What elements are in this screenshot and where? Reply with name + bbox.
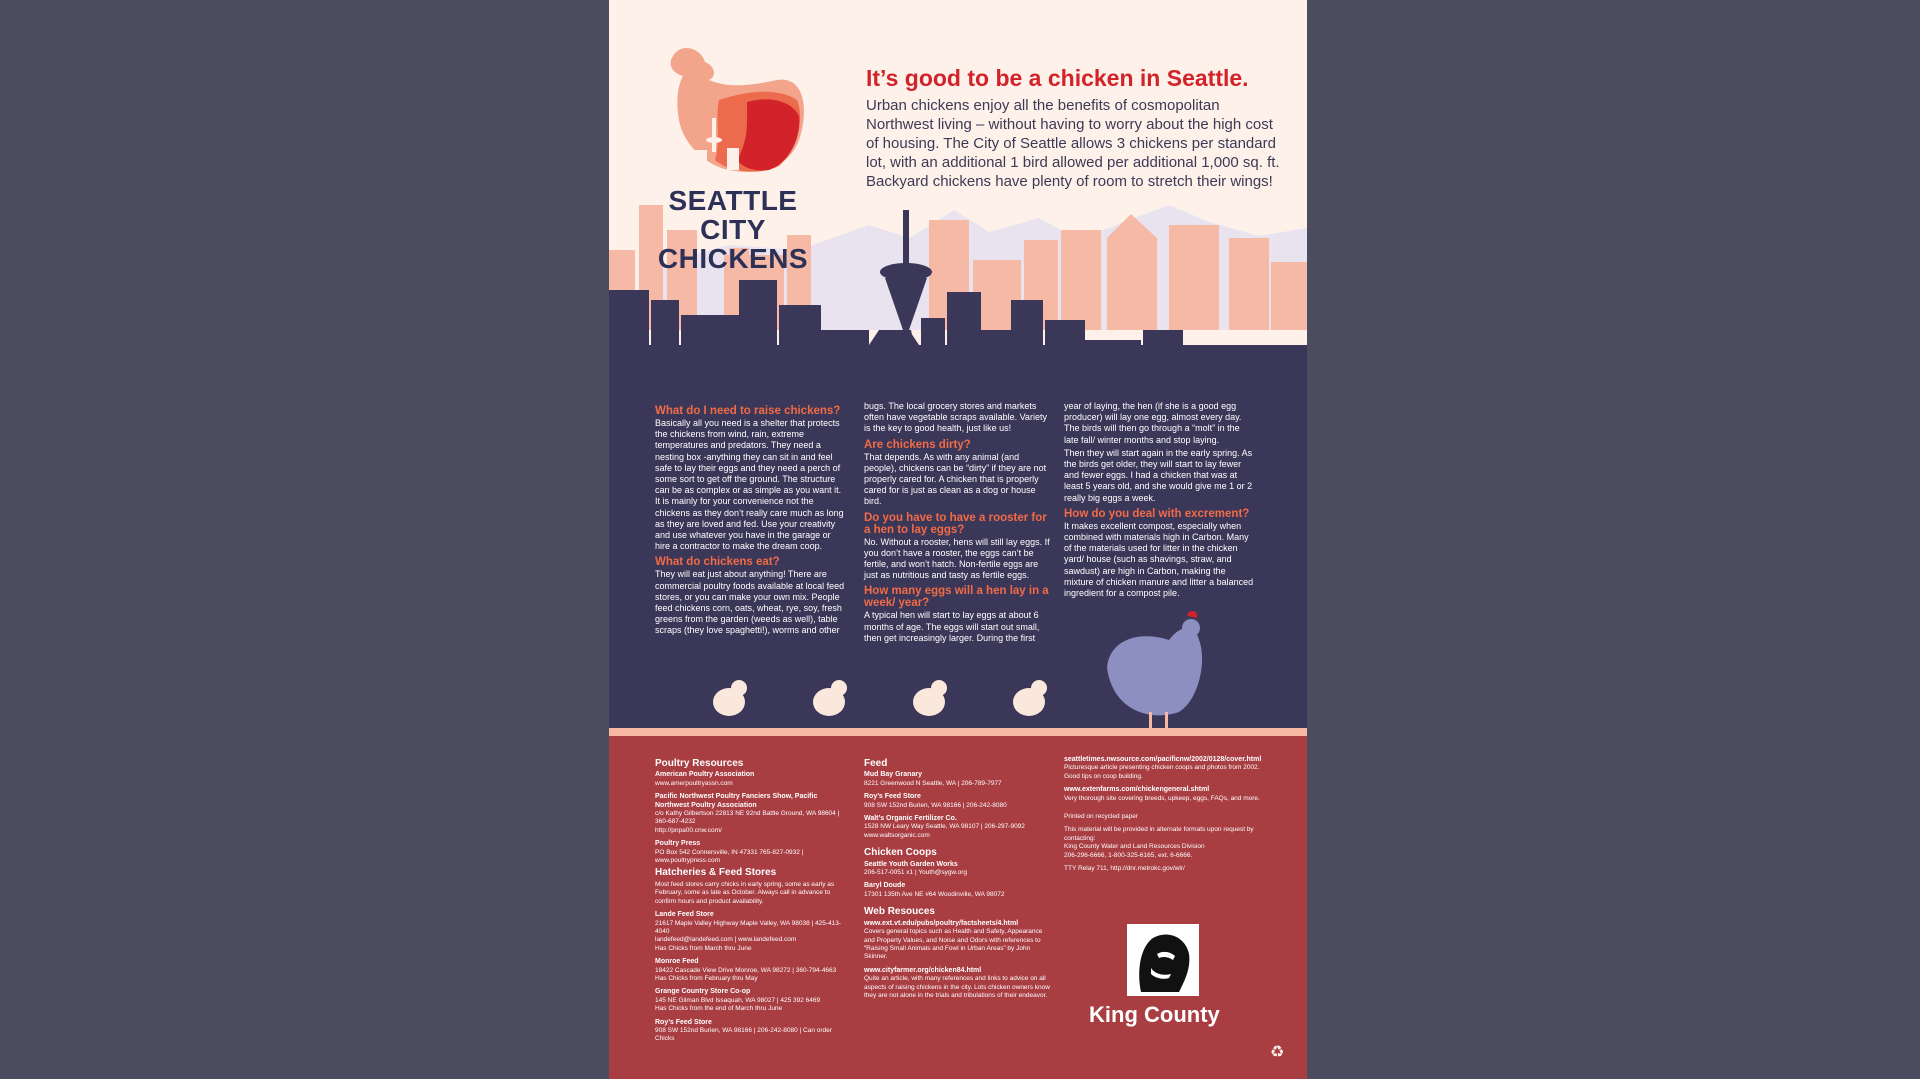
king-county-name: King County xyxy=(1089,1002,1220,1027)
poster-title: It’s good to be a chicken in Seattle. xyxy=(866,65,1249,91)
resource-name: Grange Country Store Co-op xyxy=(655,988,751,996)
resource-detail: 17301 135th Ave NE #64 Woodinville, WA 98072 xyxy=(864,890,1005,898)
faq-question: How do you deal with excrement? xyxy=(1064,507,1250,520)
seattle-chicken-logo-icon xyxy=(671,48,804,172)
resource-name: Mud Bay Granary xyxy=(864,771,922,779)
kc-department: King County Water and Land Resources Division xyxy=(1064,843,1205,851)
faq-answer: Basically all you need is a shelter that protects the chickens from wind, rain, extreme temperatures and predators. They need a nesting box -anything they can sit in and feel safe to lay their eggs and they need a perch of some sort to get off the ground. The structure can be as complex or as simple as you want it. It is mainly for your convenience not the chickens as they don’t really care much as long as they are loved and fed. Use your creativity and use whatever you have in the garage or hire a contractor to make the dream coop. xyxy=(655,418,844,552)
resource-detail: 908 SW 152nd Burien, WA 98166 | 206-242-8080 xyxy=(864,801,1007,809)
resource-link[interactable]: www.extenfarms.com/chickengeneral.shtml xyxy=(1064,786,1210,794)
resource-detail: Has Chicks from the end of March thru June xyxy=(655,1005,783,1013)
kc-tty: TTY Relay 711, http://dnr.metrokc.gov/wlr/ xyxy=(1064,865,1185,873)
faq-question: What do I need to raise chickens? xyxy=(655,405,841,417)
recycle-icon: ♻ xyxy=(1270,1044,1285,1061)
resource-name: Roy’s Feed Store xyxy=(864,793,921,801)
resource-name: Walt’s Organic Fertilizer Co. xyxy=(864,815,957,823)
faq-answer: year of laying, the hen (if she is a good egg producer) will lay one egg, almost every day. The birds will then go through a “molt” in the late fall/ winter months and stop laying. xyxy=(1064,401,1242,445)
resource-name: Roy’s Feed Store xyxy=(655,1018,712,1026)
feed-heading: Feed xyxy=(864,758,888,769)
resource-detail: 21617 Maple Valley Highway Maple Valley, WA 98038 | 425-413-4040 xyxy=(655,919,842,935)
resource-name: Lande Feed Store xyxy=(655,911,714,919)
faq-column-1 xyxy=(655,401,845,637)
resource-detail: 908 SW 152nd Burien, WA 98166 | 206-242-8080 | Can order Chicks xyxy=(655,1026,832,1043)
resources-column-2 xyxy=(864,756,1054,1000)
resource-detail: Has Chicks from February thru May xyxy=(655,974,758,982)
resource-link[interactable]: http://pnpa00.cnw.com/ xyxy=(655,826,722,834)
resource-detail: 8221 Greenwood N Seattle, WA | 206-789-7977 xyxy=(864,779,1002,787)
resource-link[interactable]: landefeed@landefeed.com | www.landefeed.com xyxy=(655,936,797,944)
brand-line-1: SEATTLE CITY xyxy=(668,185,798,245)
resource-name: Monroe Feed xyxy=(655,958,699,966)
kc-phone: 206-296-6666, 1-800-325-6165, ext. 6-6666. xyxy=(1064,851,1193,859)
faq-answer: bugs. The local grocery stores and markets often have vegetable scraps available. Variety is the key to good health, just like us! xyxy=(864,401,1047,434)
resource-detail: PO Box 542 Connersville, IN 47331 765-827-0932 | www.poultrypress.com xyxy=(655,848,804,865)
coops-heading: Chicken Coops xyxy=(864,847,937,859)
resource-name: American Poultry Association xyxy=(655,771,755,779)
resource-detail: 18422 Cascade View Drive Monroe, WA 98272 | 360-794-4663 xyxy=(655,966,837,974)
resource-name: Pacific Northwest Poultry Fanciers Show, Pacific Northwest Poultry Association xyxy=(655,793,818,809)
resources-footer xyxy=(609,736,1307,1079)
resource-link[interactable]: www.ext.vt.edu/pubs/poultry/factsheets/4.html xyxy=(864,919,1019,927)
faq-answer: That depends. As with any animal (and people), chickens can be “dirty” if they are not properly cared for. A chicken that is properly cared for is just as clean as a dog or house bird. xyxy=(864,451,1047,507)
resources-column-3 xyxy=(1064,756,1269,873)
resources-column-1 xyxy=(655,756,845,1044)
resource-detail: Has Chicks from March thru June xyxy=(655,944,752,952)
king-county-logo-icon xyxy=(1127,924,1199,996)
faq-question: Are chickens dirty? xyxy=(864,438,971,451)
resource-link[interactable]: www.waltsorganic.com xyxy=(864,831,930,839)
resource-name: Baryl Doude xyxy=(864,882,906,890)
poultry-heading: Poultry Resources xyxy=(655,758,744,769)
resource-detail: Most feed stores carry chicks in early spring, some as early as February, some as late as October. Always call in advance to confirm hours and product availability. xyxy=(655,880,835,905)
faq-answer: Then they will start again in the early spring. As the birds get older, they will start to lay fewer and fewer eggs. I had a chicken that was at least 5 years old, and she would give me 1 or 2 really big eggs a week. xyxy=(1064,447,1253,503)
web-heading: Web Resouces xyxy=(864,906,935,918)
faq-answer: They will eat just about anything! There are commercial poultry foods available at local feed stores, or you can make your own mix. People feed chickens corn, oats, wheat, rye, soy, fresh greens from the garden (weeds as well), table scraps (they love spaghetti!), worms and other xyxy=(655,569,845,636)
resource-detail: 145 NE Gilman Blvd Issaquah, WA 98027 | 425 392 6469 xyxy=(655,996,821,1004)
faq-answer: A typical hen will start to lay eggs at about 6 months of age. The eggs will start out small, then get increasingly larger. During the first xyxy=(864,610,1040,643)
faq-answer: It makes excellent compost, especially when combined with materials high in Carbon. Many of the materials used for litter in the chicken yard/ house (such as shavings, straw, and sawdust) are high in Carbon, making the mixture of chicken manure and litter a balanced ingredient for a compost pile. xyxy=(1064,520,1254,599)
recycled-note: Printed on recycled paper xyxy=(1064,813,1139,821)
resource-name: Poultry Press xyxy=(655,840,701,848)
faq-column-3 xyxy=(1064,401,1254,599)
resource-link[interactable]: seattletimes.nwsource.com/pacificnw/2002/0128/cover.html xyxy=(1064,756,1262,763)
poster xyxy=(609,0,1307,1079)
seattle-city-chickens-logo xyxy=(653,186,813,273)
resource-detail: c/o Kathy Gilbertson 22813 NE 92nd Battle Ground, WA 98604 | 360-687-4232 xyxy=(655,810,840,826)
hatcheries-heading: Hatcheries & Feed Stores xyxy=(655,867,777,879)
faq-question: Do you have to have a rooster for a hen to lay eggs? xyxy=(864,511,1047,536)
resource-link[interactable]: www.cityfarmer.org/chicken84.html xyxy=(864,966,982,974)
faq-answer: No. Without a rooster, hens will still lay eggs. If you don’t have a rooster, the eggs can’t be fertile, and won’t hatch. Non-fertile eggs are just as nutritious and tasty as fertile eggs. xyxy=(864,536,1050,581)
faq-column-2 xyxy=(864,401,1054,644)
resource-detail: Picturesque article presenting chicken coops and photos from 2002. Good tips on coop building. xyxy=(1064,764,1260,780)
poster-intro: Urban chickens enjoy all the benefits of cosmopolitan Northwest living – without having to worry about the high cost of housing. The City of Seattle allows 3 chickens per standard lot, with an additional 1 bird allowed per additional 1,000 sq. ft. Backyard chickens have plenty of room to stretch their wings! xyxy=(866,97,1280,190)
alt-format-note: This material will be provided in alternate formats upon request by contacting: xyxy=(1064,826,1254,842)
faq-question: How many eggs will a hen lay in a week/ year? xyxy=(864,585,1049,610)
resource-link[interactable]: www.amerpoultryassn.com xyxy=(655,779,733,787)
resource-detail: Quite an article, with many references and links to advice on all aspects of raising chickens in the city. Lots chicken owners know they are not alone in the trials and tribulations of their endeavor. xyxy=(864,975,1050,999)
resource-detail: 1528 NW Leary Way Seattle, WA 98107 | 206-297-9092 xyxy=(864,823,1025,831)
resource-detail: Covers general topics such as Health and Safety, Appearance and Property Values, and Noise and Odors with references to “Raising Small Animals and Fowl in Urban Areas” by John Skinner. xyxy=(864,928,1043,961)
resource-detail: Very thorough site covering breeds, upkeep, eggs, FAQs, and more. xyxy=(1064,794,1260,802)
brand-line-2: CHICKENS xyxy=(657,243,809,274)
faq-question: What do chickens eat? xyxy=(655,556,780,569)
resource-name: Seattle Youth Garden Works xyxy=(864,860,958,868)
resource-detail: 206-517-0051 x1 | Youth@sygw.org xyxy=(864,869,967,877)
